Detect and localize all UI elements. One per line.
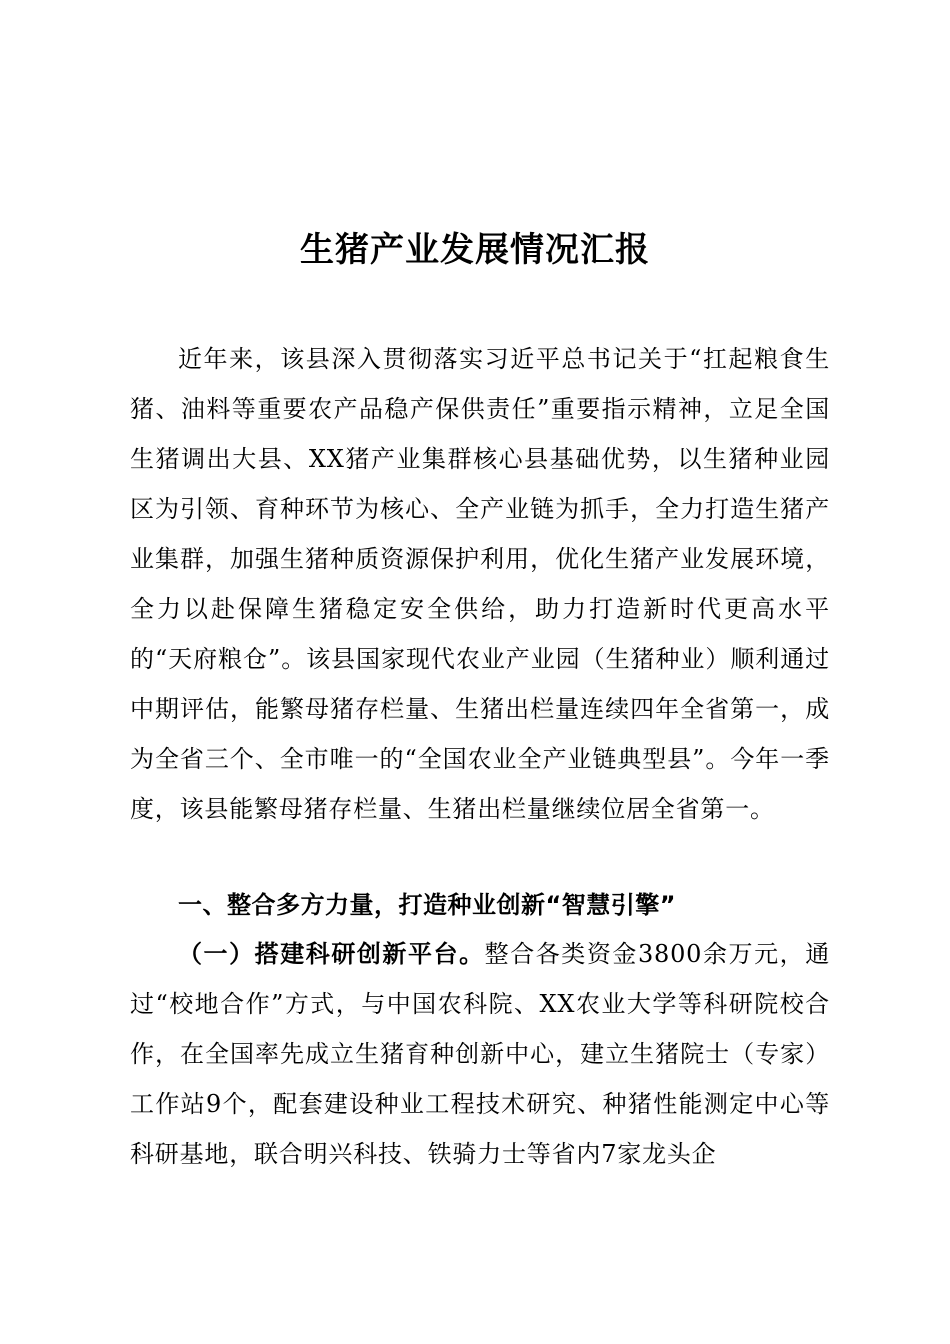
section-heading-1: 一、整合多方力量，打造种业创新“智慧引擎” — [178, 891, 677, 919]
document-title: 生猪产业发展情况汇报 — [300, 230, 650, 270]
subsection-text-1: 整合各类资金3800余万元，通过“校地合作”方式，与中国农科院、XX农业大学等科研院校合作，在全国率先成立生猪育种创新中心，建立生猪院士（专家）工作站9个，配套建设种业工程技术研究、种猪性能测定中心等科研基地，联合明兴科技、铁骑力士等省内7家龙头企 — [130, 940, 830, 1168]
subsection-lead-1: （一）搭建科研创新平台。 — [178, 940, 485, 968]
subsection-paragraph-1 — [130, 929, 830, 1179]
intro-paragraph: 近年来，该县深入贯彻落实习近平总书记关于“扛起粮食生猪、油料等重要农产品稳产保供责任”重要指示精神，立足全国生猪调出大县、XX猪产业集群核心县基础优势，以生猪种业园区为引领、育种环节为核心、全产业链为抓手，全力打造生猪产业集群，加强生猪种质资源保护利用，优化生猪产业发展环境，全力以赴保障生猪稳定安全供给，助力打造新时代更高水平的“天府粮仓”。该县国家现代农业产业园（生猪种业）顺利通过中期评估，能繁母猪存栏量、生猪出栏量连续四年全省第一，成为全省三个、全市唯一的“全国农业全产业链典型县”。今年一季度，该县能繁母猪存栏量、生猪出栏量继续位居全省第一。 — [130, 345, 830, 823]
